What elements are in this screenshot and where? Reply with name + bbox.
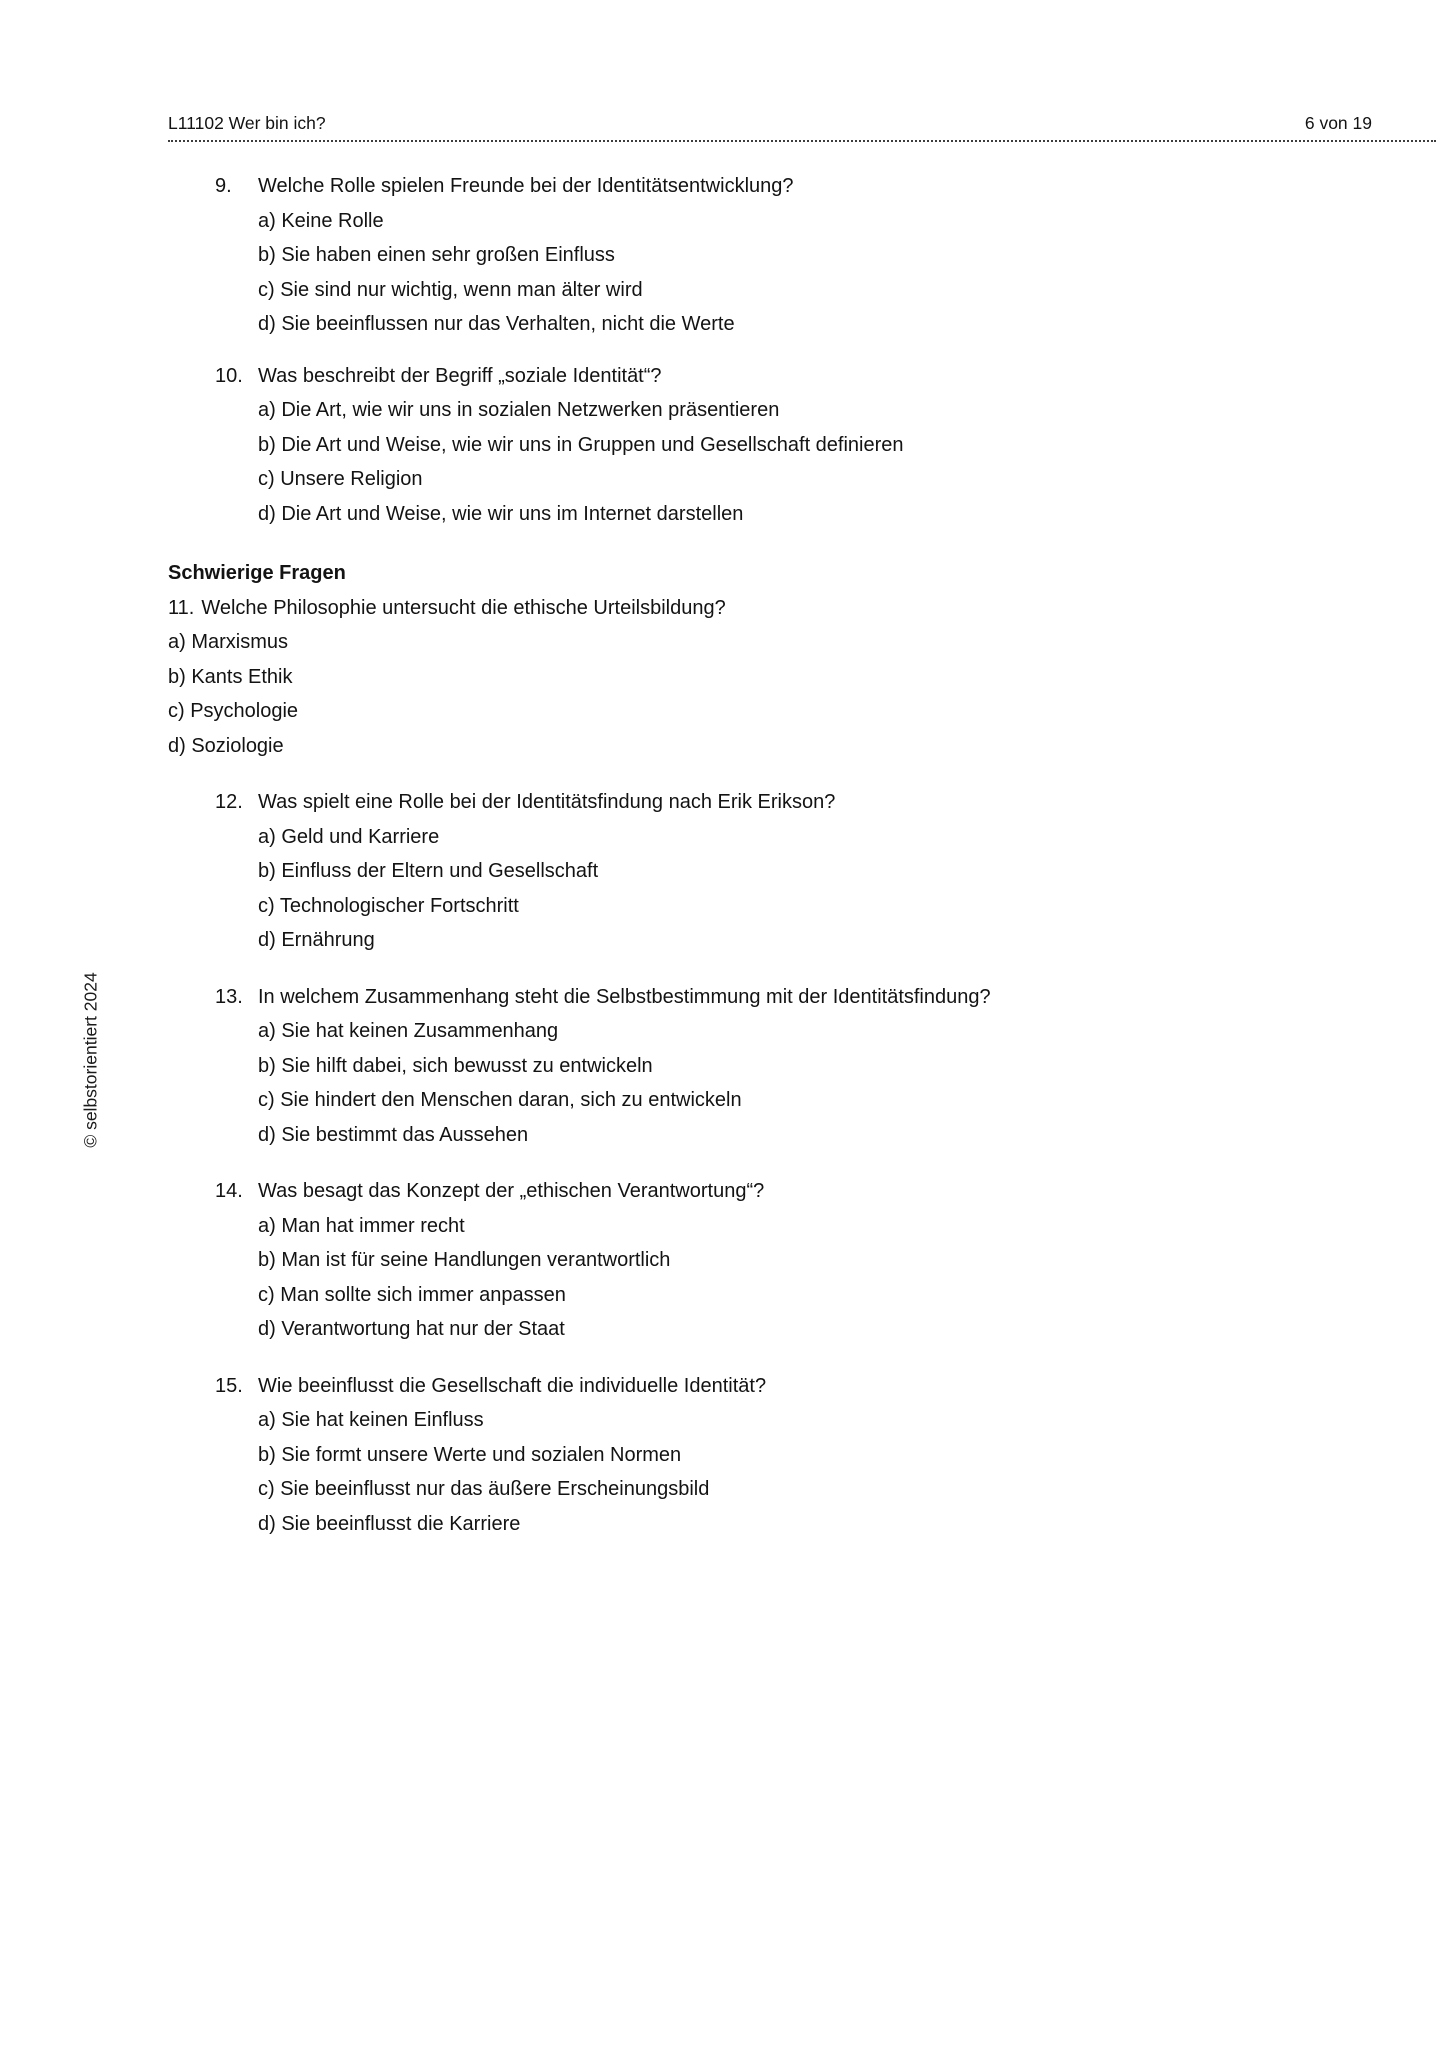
question-block-11: [168, 591, 1424, 764]
answer-option: c) Psychologie: [168, 700, 299, 722]
question-block-9: [168, 169, 1424, 342]
document-code: L11102 Wer bin ich?: [168, 113, 326, 133]
answer-option: d) Sie bestimmt das Aussehen: [258, 1123, 529, 1146]
answer-option: c) Man sollte sich immer anpassen: [258, 1283, 566, 1306]
question-number: 13.: [215, 985, 243, 1008]
answer-option: a) Man hat immer recht: [258, 1214, 465, 1237]
answer-option: b) Man ist für seine Handlungen verantwortlich: [258, 1249, 671, 1271]
answer-option: a) Die Art, wie wir uns in sozialen Netzwerken präsentieren: [258, 399, 780, 421]
question-line: [215, 785, 1424, 820]
answer-option: d) Sie beeinflussen nur das Verhalten, nicht die Werte: [258, 313, 735, 335]
answer-option: c) Sie hindert den Menschen daran, sich zu entwickeln: [258, 1089, 742, 1111]
section-heading: Schwierige Fragen: [168, 562, 346, 584]
question-block-10: [168, 359, 1424, 532]
question-number: 11.: [168, 596, 195, 619]
answer-option: c) Unsere Religion: [258, 468, 423, 490]
question-text: Was spielt eine Rolle bei der Identitätsfindung nach Erik Erikson?: [258, 791, 836, 813]
answer-option: b) Einfluss der Eltern und Gesellschaft: [258, 860, 599, 882]
answer-option: d) Soziologie: [168, 734, 284, 757]
question-line: [215, 980, 1424, 1015]
answer-option: a) Sie hat keinen Zusammenhang: [258, 1020, 559, 1042]
answer-option: a) Keine Rolle: [258, 209, 384, 232]
question-text: In welchem Zusammenhang steht die Selbstbestimmung mit der Identitätsfindung?: [258, 985, 991, 1008]
answer-option: a) Geld und Karriere: [258, 825, 440, 848]
question-text: Was beschreibt der Begriff „soziale Identität“?: [258, 364, 662, 387]
page-header: [168, 112, 1436, 142]
question-number: 10.: [215, 364, 243, 387]
answer-option: c) Technologischer Fortschritt: [258, 894, 519, 917]
answer-option: d) Die Art und Weise, wie wir uns im Internet darstellen: [258, 502, 744, 525]
question-line: [215, 169, 1424, 204]
question-block-14: [168, 1174, 1424, 1347]
question-number: 15.: [215, 1374, 243, 1397]
question-text: Was besagt das Konzept der „ethischen Verantwortung“?: [258, 1180, 765, 1202]
question-number: 9.: [215, 175, 232, 197]
answer-option: b) Die Art und Weise, wie wir uns in Gruppen und Gesellschaft definieren: [258, 433, 904, 456]
question-block-12: [168, 785, 1424, 958]
answer-option: a) Marxismus: [168, 631, 289, 653]
question-number: 14.: [215, 1180, 243, 1202]
question-block-15: [168, 1369, 1424, 1542]
question-block-13: [168, 980, 1424, 1153]
question-text: Welche Philosophie untersucht die ethische Urteilsbildung?: [201, 596, 726, 619]
copyright-vertical-label: © selbstorientiert 2024: [80, 972, 101, 1148]
question-line: [215, 359, 1424, 394]
question-text: Wie beeinflusst die Gesellschaft die individuelle Identität?: [258, 1374, 767, 1397]
question-list: [168, 169, 1424, 1563]
answer-option: b) Sie formt unsere Werte und sozialen Normen: [258, 1443, 682, 1466]
answer-option: b) Kants Ethik: [168, 665, 293, 688]
question-line: [215, 1369, 1424, 1404]
question-text: Welche Rolle spielen Freunde bei der Identitätsentwicklung?: [258, 175, 794, 197]
question-line: [168, 591, 1424, 626]
answer-option: d) Sie beeinflusst die Karriere: [258, 1512, 521, 1535]
answer-option: c) Sie beeinflusst nur das äußere Erscheinungsbild: [258, 1478, 710, 1500]
page-number: 6 von 19: [1304, 113, 1372, 133]
answer-option: b) Sie hilft dabei, sich bewusst zu entwickeln: [258, 1054, 653, 1077]
answer-option: d) Verantwortung hat nur der Staat: [258, 1318, 565, 1340]
answer-option: d) Ernährung: [258, 929, 375, 951]
question-number: 12.: [215, 791, 243, 813]
question-line: [215, 1174, 1424, 1209]
answer-option: c) Sie sind nur wichtig, wenn man älter wird: [258, 278, 643, 301]
answer-option: a) Sie hat keinen Einfluss: [258, 1409, 484, 1431]
answer-option: b) Sie haben einen sehr großen Einfluss: [258, 244, 615, 266]
